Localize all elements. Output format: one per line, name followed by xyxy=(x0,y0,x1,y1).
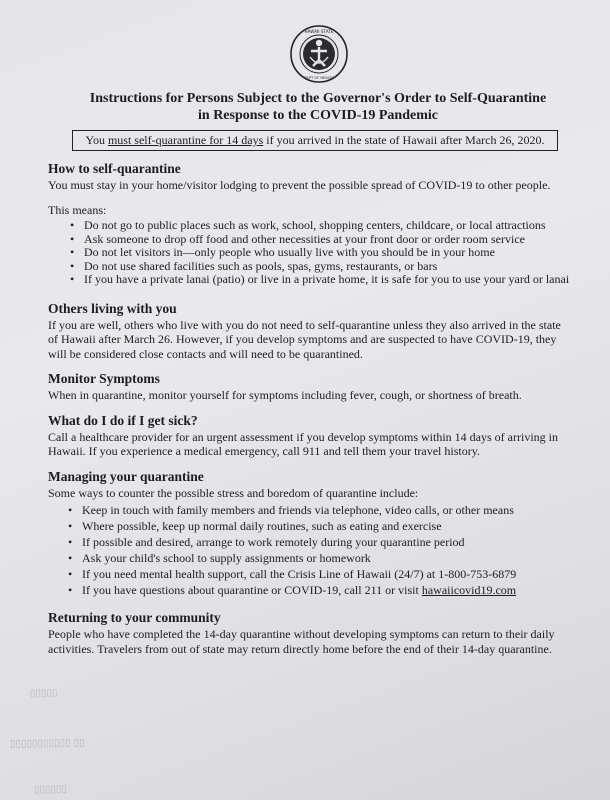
monitor-heading: Monitor Symptoms xyxy=(48,371,160,386)
list-item: • If you need mental health support, call the Crisis Line of Hawaii (24/7) at 1-800-753-6879 xyxy=(82,566,570,582)
notice-text-underlined: must self-quarantine for 14 days xyxy=(107,133,264,147)
svg-text:DEPT OF HEALTH: DEPT OF HEALTH xyxy=(303,76,335,80)
seal-container xyxy=(68,24,570,84)
how-to-list xyxy=(48,219,570,287)
returning-heading: Returning to your community xyxy=(48,610,221,625)
quarantine-notice-box xyxy=(72,130,558,151)
list-item-text: If you have questions about quarantine or COVID-19, call 211 or visit xyxy=(82,583,422,597)
document-title xyxy=(66,90,570,124)
bleed-through-mark: ▯▯▯▯▯▯ xyxy=(33,783,68,796)
this-means-label: This means: xyxy=(48,202,107,217)
list-item xyxy=(82,582,570,598)
returning-text: People who have completed the 14-day quarantine without developing symptoms can return to their daily activities. Travelers from out of state may return directly home before the end of their 14-day quarantine. xyxy=(48,627,555,656)
list-item: • Keep in touch with family members and friends via telephone, video calls, or other means xyxy=(82,502,570,518)
list-item: • Do not go to public places such as work, school, shopping centers, childcare, or local attractions xyxy=(84,219,570,233)
list-item: • If possible and desired, arrange to work remotely during your quarantine period xyxy=(82,534,570,550)
title-line-1: Instructions for Persons Subject to the Governor's Order to Self-Quarantine xyxy=(89,91,547,106)
title-line-2: in Response to the COVID-19 Pandemic xyxy=(198,108,438,123)
managing-list xyxy=(48,502,570,598)
list-item: • Do not let visitors in—only people who usually live with you should be in your home xyxy=(84,246,570,260)
managing-heading: Managing your quarantine xyxy=(48,468,204,484)
sick-text: Call a healthcare provider for an urgent assessment if you develop symptoms within 14 days of arriving in Hawaii. If you experience a medical emergency, call 911 and tell them your travel history. xyxy=(48,429,558,458)
list-item: • Where possible, keep up normal daily routines, such as eating and exercise xyxy=(82,518,570,534)
how-to-heading: How to self-quarantine xyxy=(48,161,181,176)
notice-text-pre: You xyxy=(85,133,108,147)
list-item: • Ask your child's school to supply assignments or homework xyxy=(82,550,570,566)
department-of-health-seal-icon xyxy=(289,24,349,84)
svg-text:HAWAII STATE: HAWAII STATE xyxy=(304,29,334,34)
sick-heading: What do I do if I get sick? xyxy=(48,412,198,428)
monitor-text: When in quarantine, monitor yourself for symptoms including fever, cough, or shortness of breath. xyxy=(48,388,522,402)
list-item: • Do not use shared facilities such as pools, spas, gyms, restaurants, or bars xyxy=(84,260,570,274)
managing-intro: Some ways to counter the possible stress and boredom of quarantine include: xyxy=(48,485,419,500)
how-to-intro: You must stay in your home/visitor lodging to prevent the possible spread of COVID-19 to other people. xyxy=(48,178,551,192)
others-text: If you are well, others who live with you do not need to self-quarantine unless they also arrived in the state of Hawaii after March 26. However, if you develop symptoms and are suspected to have COVID-19, they will be considered close contacts and will need to be quarantined. xyxy=(48,317,561,361)
bleed-through-mark: ▯▯▯▯▯▯▯▯▯▯▯ ▯▯ xyxy=(9,737,85,750)
others-heading: Others living with you xyxy=(48,300,177,316)
list-item: • Ask someone to drop off food and other necessities at your front door or order room service xyxy=(84,233,570,247)
list-item: • If you have a private lanai (patio) or live in a private home, it is safe for you to use your yard or lanai xyxy=(84,273,570,287)
bleed-through-mark: ▯▯▯▯▯ xyxy=(29,687,58,700)
website-link[interactable]: hawaiicovid19.com xyxy=(421,583,517,597)
notice-text-post: if you arrived in the state of Hawaii after March 26, 2020. xyxy=(263,133,545,147)
